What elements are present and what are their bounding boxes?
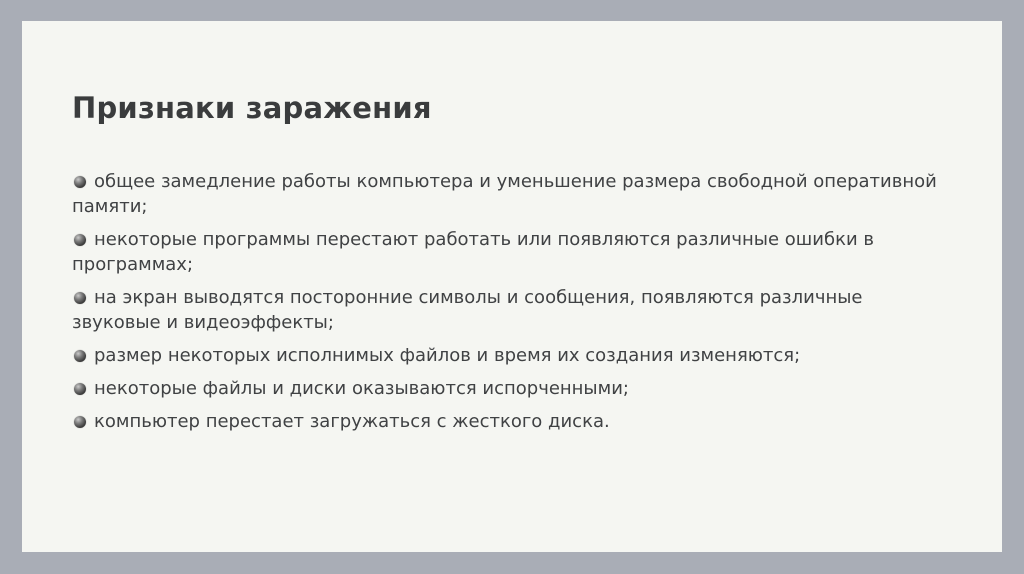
slide-title: Признаки заражения — [72, 91, 432, 125]
bullet-text: размер некоторых исполнимых файлов и время их создания изменяются; — [94, 345, 801, 366]
sphere-bullet-icon — [74, 416, 86, 428]
sphere-bullet-icon — [74, 350, 86, 362]
bullet-item — [72, 169, 952, 219]
bullet-text: на экран выводятся посторонние символы и сообщения, появляются различные звуковые и видеоэффекты; — [72, 287, 863, 333]
sphere-bullet-icon — [74, 383, 86, 395]
bullet-text: компьютер перестает загружаться с жесткого диска. — [94, 411, 610, 432]
bullet-item — [72, 376, 952, 401]
slide — [22, 21, 1002, 552]
bullet-item — [72, 409, 952, 434]
bullet-text: общее замедление работы компьютера и уменьшение размера свободной оперативной памяти; — [72, 171, 937, 217]
sphere-bullet-icon — [74, 292, 86, 304]
sphere-bullet-icon — [74, 176, 86, 188]
bullet-text: некоторые программы перестают работать или появляются различные ошибки в программах; — [72, 229, 874, 275]
sphere-bullet-icon — [74, 234, 86, 246]
bullet-item — [72, 227, 952, 277]
bullet-list — [72, 169, 952, 442]
bullet-item — [72, 343, 952, 368]
bullet-text: некоторые файлы и диски оказываются испорченными; — [94, 378, 629, 399]
bullet-item — [72, 285, 952, 335]
